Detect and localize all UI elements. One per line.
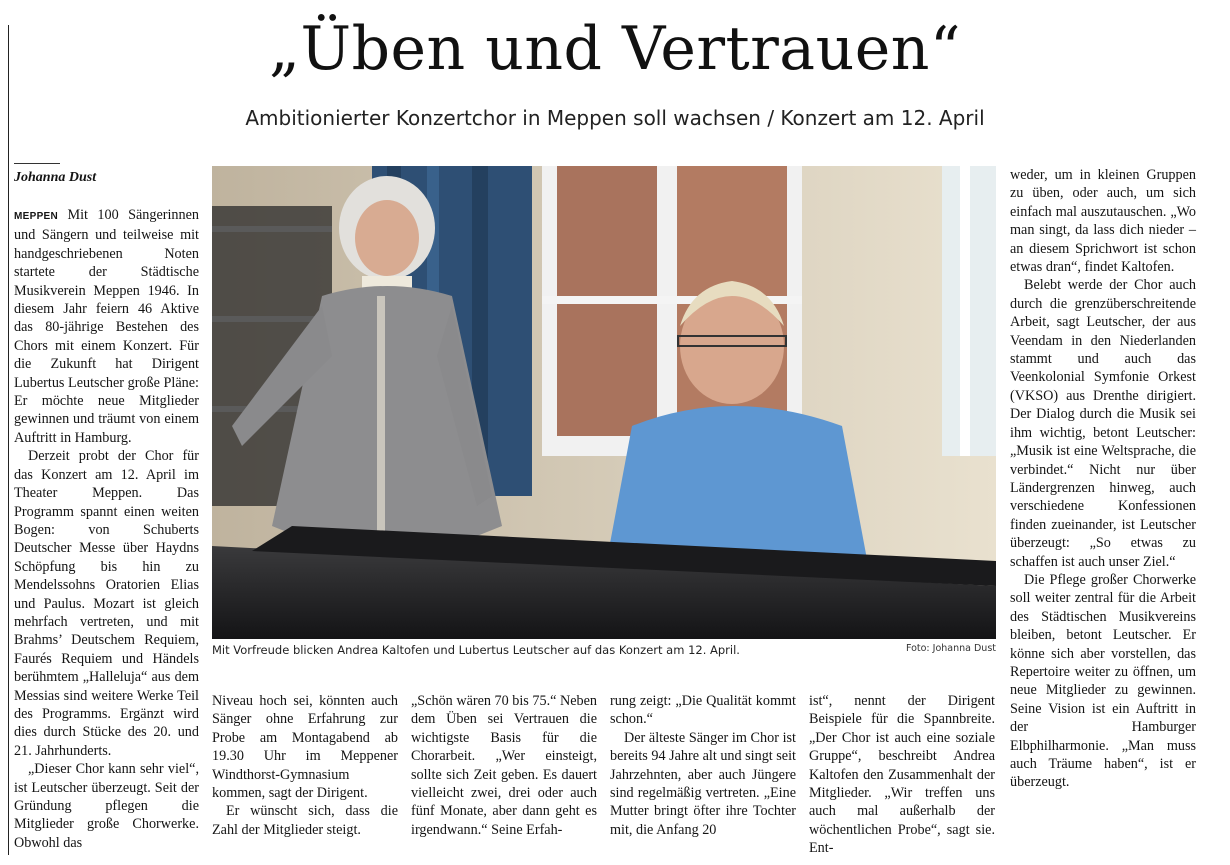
paragraph [14,206,199,447]
paragraph: „Schön wären 70 bis 75.“ Neben dem Üben sei Vertrauen die wichtigste Basis für die Chorarbeit. „Wer einsteigt, sollte sich Zeit geben. Es dauert vielleicht zwei, drei oder auch fünf Monate, aber dann geht es irgendwann.“ Seine Erfah- [411,693,597,838]
text-column-5 [809,692,995,858]
paragraph: Die Pflege großer Chorwerke soll weiter zentral für die Arbeit des Städtischen Musikvereins bleiben, betont Leutscher. Er könne sich aber vorstellen, das Repertoire weiter zu öffnen, um neue Mitglieder zu gewinnen. Seine Vision ist ein Auftritt in der Hamburger Elbphilharmonie. „Man muss auch Träume haben“, ist er überzeugt. [1010,571,1196,791]
byline-rule [14,163,60,164]
paragraph: Belebt werde der Chor auch durch die grenzüberschreitende Arbeit, sagt Leutscher, der aus Veendam in den Niederlanden stammt und auch das Veenkolonial Symfonie Orkest (VKSO) aus Drenthe dirigiert. Der Dialog durch die Musik sei ihm wichtig, betont Leutscher: „Musik ist eine Weltsprache, die verbindet.“ Nicht nur über Ländergrenzen hinweg, auch verschiedene Konfessionen finden zueinander, ist Leutscher überzeugt: „So etwas zu schaffen ist auch unser Ziel.“ [1010,277,1196,570]
photo-credit: Foto: Johanna Dust [905,643,996,654]
text-column-4 [610,692,796,839]
paragraph: Der älteste Sänger im Chor ist bereits 94 Jahre alt und singt seit Jahrzehnten, aber auch Jüngere sind regelmäßig vertreten. „Eine Mutter bringt öfter ihre Tochter mit, die Anfang 20 [610,729,796,838]
photo-caption: Mit Vorfreude blicken Andrea Kaltofen und Lubertus Leutscher auf das Konzert am 12. April. [212,643,740,657]
paragraph: Er wünscht sich, dass die Zahl der Mitglieder steigt. [212,803,398,838]
article-headline: „Üben und Vertrauen“ [268,14,962,84]
text-column-1 [14,206,199,852]
paragraph: rung zeigt: „Die Qualität kommt schon.“ [610,693,796,728]
paragraph: ist“, nennt der Dirigent Beispiele für die Spannbreite. „Der Chor ist auch eine soziale Gruppe“, beschreibt Andrea Kaltofen den Zusammenhalt der Mitglieder. „Wir treffen uns auch mal außerhalb der wöchentlichen Probe“, sagt sie. Ent- [809,693,995,857]
paragraph: Derzeit probt der Chor für das Konzert am 12. April im Theater Meppen. Das Programm spannt einen weiten Bogen: von Schuberts Deutscher Messe über Haydns Schöpfung bis hin zu Mendelssohns Oratorien Elias und Paulus. Mozart ist gleich mehrfach vertreten, und mit Brahms’ Deutschem Requiem, Faurés Requiem und Händels berühmtem „Halleluja“ aus dem Messias sind weitere Werke Teil des Programms. Ergänzt wird dies durch Stücke des 20. und 21. Jahrhunderts. [14,448,199,759]
paragraph-text: Mit 100 Sängerinnen und Sängern und teilweise mit handgeschriebenen Noten startete der Städtische Musikverein Meppen 1946. In diesem Jahr feiern 46 Aktive das 80-jährige Bestehen des Chors mit einem Konzert. Für die Zukunft hat Dirigent Lubertus Leutscher große Pläne: Er möchte neue Mitglieder gewinnen und träumt von einem Auftritt in Hamburg. [14,207,199,446]
article-subheadline: Ambitionierter Konzertchor in Meppen soll wachsen / Konzert am 12. April [245,106,985,130]
paragraph: weder, um in kleinen Gruppen zu üben, oder auch, um sich einfach mal auszutauschen. „Wo man singt, da lass dich nieder – an diesem Sprichwort ist schon etwas dran“, findet Kaltofen. [1010,167,1196,276]
photo-illustration [212,166,996,639]
text-column-6 [1010,166,1196,792]
photo-caption-row [212,643,996,657]
left-column-rule [8,25,9,855]
paragraph: Niveau hoch sei, könnten auch Sänger ohne Erfahrung zur Probe am Montagabend ab 19.30 Uhr im Meppener Windthorst-Gymnasium kommen, sagt der Dirigent. [212,693,398,802]
article-photo [212,166,996,639]
author-byline: Johanna Dust [14,170,97,185]
dateline: MEPPEN [14,211,59,222]
paragraph: „Dieser Chor kann sehr viel“, ist Leutscher überzeugt. Seit der Gründung pflegen die Mitglieder große Chorwerke. Obwohl das [14,761,199,851]
text-column-3 [411,692,597,839]
text-column-2 [212,692,398,839]
